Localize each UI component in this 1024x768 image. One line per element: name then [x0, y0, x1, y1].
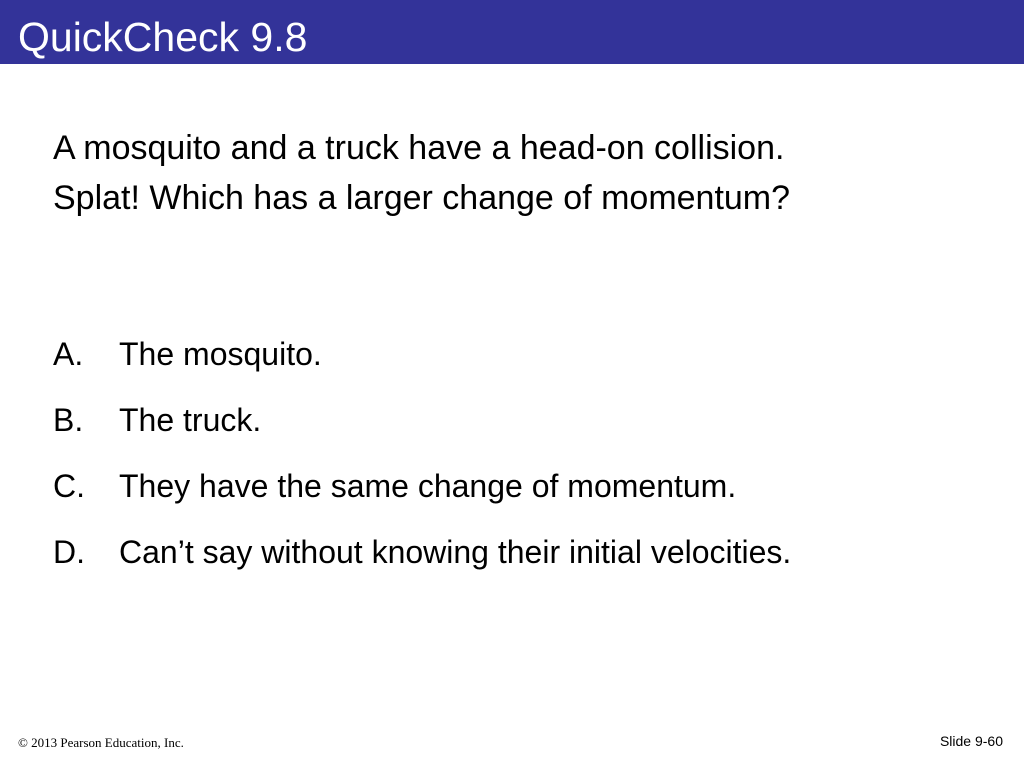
option-c-letter: C. — [53, 468, 85, 504]
option-c-text: They have the same change of momentum. — [119, 468, 737, 504]
option-b-letter: B. — [53, 402, 84, 438]
option-a-letter: A. — [53, 336, 84, 372]
slide-number: Slide 9-60 — [939, 733, 1003, 749]
question-line-2: Splat! Which has a larger change of momentum? — [53, 179, 791, 217]
slide-title: QuickCheck 9.8 — [18, 14, 308, 60]
option-b — [53, 395, 1003, 461]
option-a-text: The mosquito. — [119, 336, 322, 372]
option-a — [53, 329, 1003, 395]
answer-options-list — [53, 329, 1003, 593]
option-d-text: Can’t say without knowing their initial velocities. — [119, 534, 792, 570]
option-c — [53, 461, 1003, 527]
title-bar — [0, 0, 1024, 64]
question-text — [53, 123, 1003, 223]
option-d-letter: D. — [53, 534, 85, 570]
question-line-1: A mosquito and a truck have a head-on collision. — [53, 129, 785, 167]
copyright-notice: © 2013 Pearson Education, Inc. — [18, 735, 184, 750]
option-d — [53, 527, 1003, 593]
option-b-text: The truck. — [119, 402, 262, 438]
